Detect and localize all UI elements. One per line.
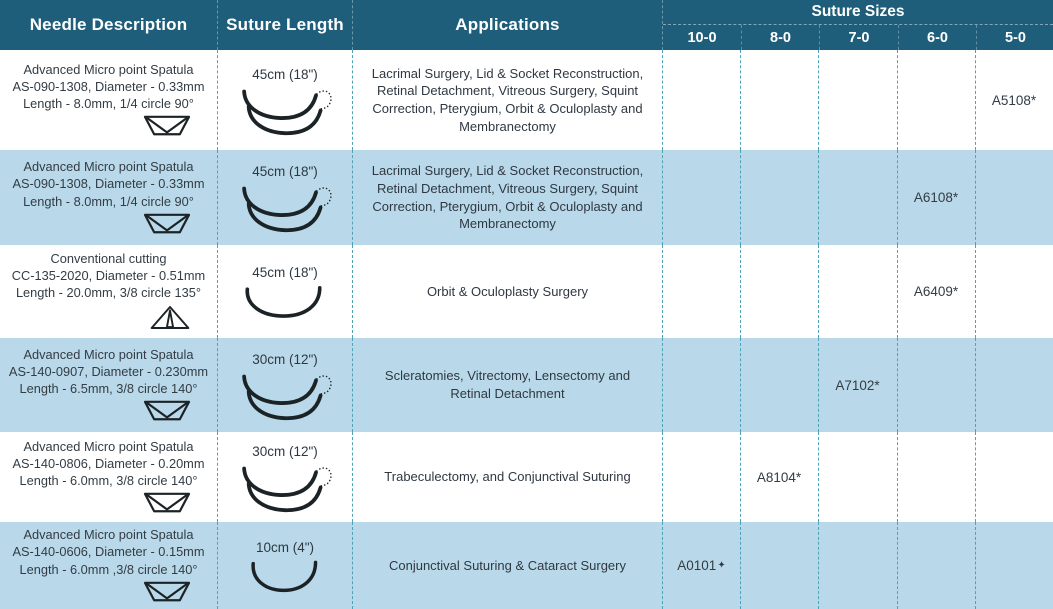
product-code-cell xyxy=(975,150,1053,245)
product-code-cell: A0101 ✦ xyxy=(662,522,740,609)
header-suture-sizes: Suture Sizes xyxy=(663,0,1053,25)
product-code: A6409* xyxy=(913,284,959,299)
header-suture-sizes-group xyxy=(662,0,1053,50)
needle-description-line: CC-135-2020, Diameter - 0.51mm xyxy=(11,267,206,283)
suture-length-value: 30cm (12") xyxy=(252,351,318,367)
product-code-cell xyxy=(818,338,897,432)
needle-description-line: Conventional cutting xyxy=(50,250,167,266)
product-code-cell xyxy=(662,338,740,432)
suture-length-value: 10cm (4") xyxy=(255,540,315,555)
table-row-6-description xyxy=(0,522,217,609)
size-column-10-0: 10-0 xyxy=(687,29,717,46)
spatula-icon xyxy=(4,581,213,603)
product-code-cell xyxy=(740,522,818,609)
size-column-5-0: 5-0 xyxy=(976,25,1053,50)
product-code-cell xyxy=(662,245,740,338)
needle-description-line: Advanced Micro point Spatula xyxy=(23,346,194,362)
product-code: A6108* xyxy=(913,190,959,205)
applications-text: Trabeculectomy, and Conjunctival Suturing xyxy=(352,432,662,522)
product-code-cell xyxy=(662,432,740,522)
size-column-8-0: 8-0 xyxy=(741,25,819,50)
product-code-cell xyxy=(818,432,897,522)
table-row-4-description xyxy=(0,338,217,432)
suture-length-value: 45cm (18") xyxy=(252,66,318,82)
applications-text: Orbit & Oculoplasty Surgery xyxy=(352,245,662,338)
product-code-cell xyxy=(740,150,818,245)
table-row-5-description xyxy=(0,432,217,522)
product-code-cell xyxy=(740,338,818,432)
size-column-6-0: 6-0 xyxy=(898,25,976,50)
product-code-cell xyxy=(818,150,897,245)
table-row-3-length xyxy=(217,245,352,338)
needle-description-line: Length - 8.0mm, 1/4 circle 90° xyxy=(23,193,194,209)
needle-description-line: Length - 6.0mm, 3/8 circle 140° xyxy=(19,473,198,488)
needle-description-line: Advanced Micro point Spatula xyxy=(23,159,194,175)
needle-description-line: Advanced Micro point Spatula xyxy=(23,61,194,77)
table-row-2-length xyxy=(217,150,352,245)
product-code: A5108* xyxy=(991,92,1037,108)
double-armed-needle-icon xyxy=(235,461,335,517)
product-code-cell xyxy=(818,245,897,338)
table-row-6-length xyxy=(217,522,352,609)
product-code-cell xyxy=(740,245,818,338)
spatula-icon xyxy=(4,492,213,514)
product-code-cell xyxy=(897,338,975,432)
header-needle-description: Needle Description xyxy=(0,0,217,50)
table-row-3-description xyxy=(0,245,217,338)
needle-description-line: Length - 6.0mm ,3/8 circle 140° xyxy=(19,561,198,577)
applications-text: Scleratomies, Vitrectomy, Lensectomy and Retinal Detachment xyxy=(352,338,662,432)
needle-description-line: AS-090-1308, Diameter - 0.33mm xyxy=(12,176,205,192)
needle-description-line: Advanced Micro point Spatula xyxy=(23,438,194,454)
needle-description-line: AS-140-0606, Diameter - 0.15mm xyxy=(12,544,205,560)
product-code-cell xyxy=(740,50,818,150)
product-code-cell xyxy=(662,50,740,150)
single-needle-icon xyxy=(243,557,327,597)
product-code-cell xyxy=(662,150,740,245)
product-code-cell xyxy=(897,50,975,150)
size-columns-row xyxy=(663,25,1053,50)
applications-text: Lacrimal Surgery, Lid & Socket Reconstruction, Retinal Detachment, Vitreous Surgery, Squint Correction, Pterygium, Orbit & Oculoplasty and Membranectomy xyxy=(352,50,662,150)
suture-length-value: 45cm (18") xyxy=(252,164,318,179)
table-row-1-description xyxy=(0,50,217,150)
applications-text: Lacrimal Surgery, Lid & Socket Reconstruction, Retinal Detachment, Vitreous Surgery, Squint Correction, Pterygium, Orbit & Oculoplasty and Membranectomy xyxy=(352,150,662,245)
product-code-cell xyxy=(975,50,1053,150)
table-row-5-length xyxy=(217,432,352,522)
double-armed-needle-icon xyxy=(235,369,335,425)
product-code-cell xyxy=(897,245,975,338)
product-code: A7102* xyxy=(835,377,880,393)
product-code-cell xyxy=(975,338,1053,432)
needle-description-line: AS-090-1308, Diameter - 0.33mm xyxy=(12,78,205,94)
product-code-cell xyxy=(740,432,818,522)
product-code-cell xyxy=(897,432,975,522)
product-code-cell xyxy=(897,522,975,609)
double-armed-needle-icon xyxy=(235,84,335,140)
table-row-4-length xyxy=(217,338,352,432)
single-needle-icon xyxy=(237,282,333,324)
table-row-2-description xyxy=(0,150,217,245)
product-code: A0101 xyxy=(677,558,717,573)
product-code-cell xyxy=(975,522,1053,609)
product-code-cell xyxy=(897,150,975,245)
product-code-cell xyxy=(975,432,1053,522)
needle-description-line: Advanced Micro point Spatula xyxy=(23,527,194,543)
header-applications: Applications xyxy=(352,0,662,50)
double-armed-needle-icon xyxy=(235,181,335,237)
needle-description-line: Length - 8.0mm, 1/4 circle 90° xyxy=(23,96,194,111)
applications-text: Conjunctival Suturing & Cataract Surgery xyxy=(352,522,662,609)
product-code-cell xyxy=(975,245,1053,338)
spatula-icon xyxy=(4,213,213,235)
cutting-triangle-icon xyxy=(4,304,213,331)
header-suture-length: Suture Length xyxy=(217,0,352,50)
spatula-icon xyxy=(4,115,213,137)
needle-description-line: AS-140-0806, Diameter - 0.20mm xyxy=(12,455,205,471)
needle-description-line: AS-140-0907, Diameter - 0.230mm xyxy=(8,363,209,379)
spatula-icon xyxy=(4,400,213,422)
needle-description-line: Length - 20.0mm, 3/8 circle 135° xyxy=(15,285,202,300)
size-column-7-0: 7-0 xyxy=(819,25,898,50)
suture-length-value: 45cm (18") xyxy=(252,265,318,280)
table-row-1-length xyxy=(217,50,352,150)
product-code: A8104* xyxy=(756,469,802,485)
product-code-cell xyxy=(818,522,897,609)
product-code-cell xyxy=(818,50,897,150)
suture-length-value: 30cm (12") xyxy=(252,443,318,459)
needle-description-line: Length - 6.5mm, 3/8 circle 140° xyxy=(19,381,198,396)
